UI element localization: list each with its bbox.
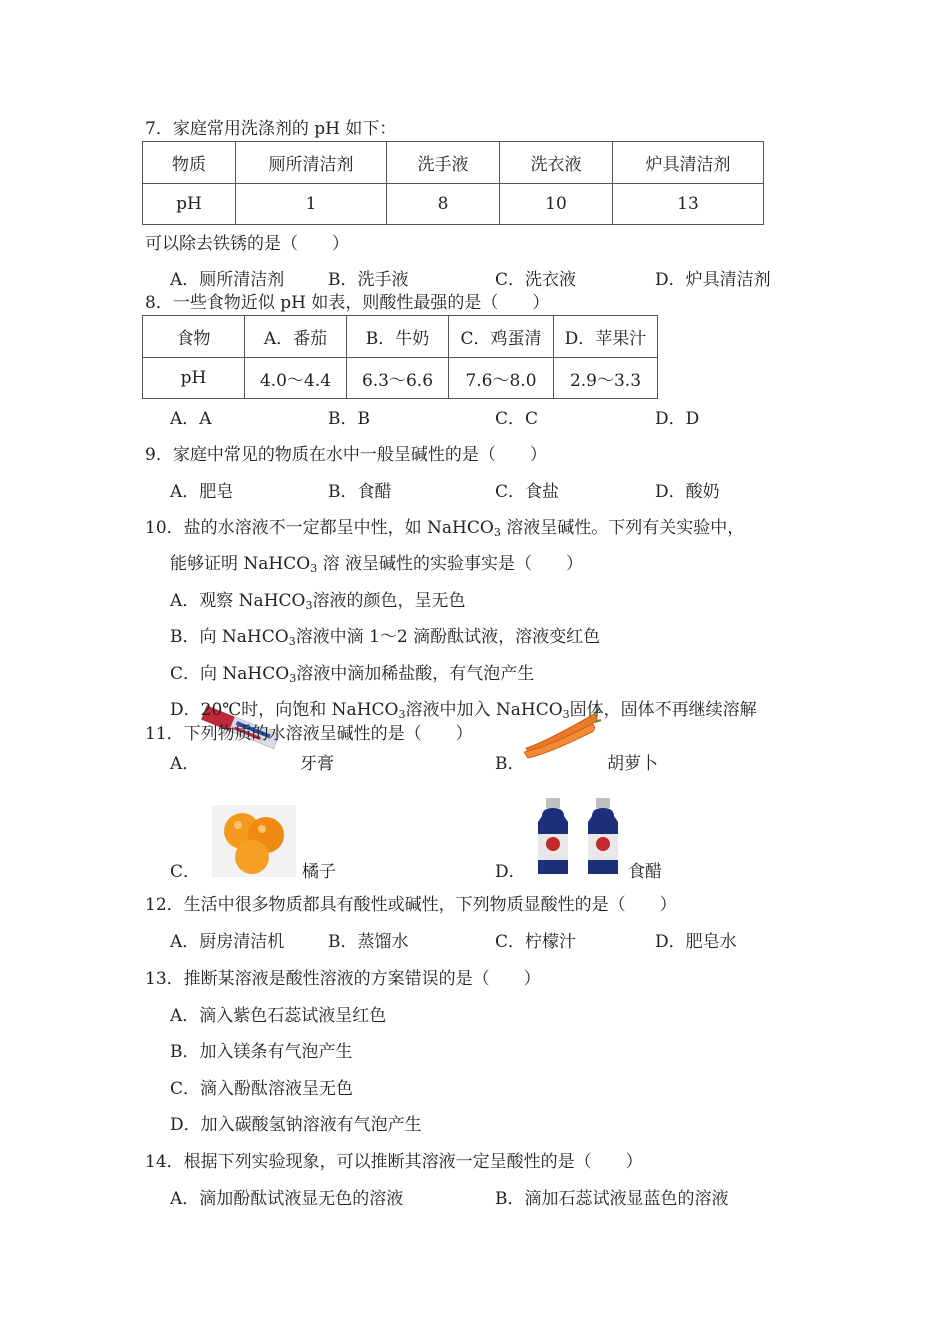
q11-stem: 11．下列物质的水溶液呈碱性的是（ ） [145,724,473,744]
q7-header-cell: 洗衣液 [500,142,613,184]
q7-cell: 13 [613,184,764,225]
q8-option-b: B．B [328,409,370,429]
q8-header-cell: 食物 [143,316,245,358]
q8-cell: 7.6～8.0 [449,358,554,399]
q10-text: A．观察 NaHCO [170,591,306,611]
q7-table [142,141,764,225]
q8-header-cell: D．苹果汁 [554,316,658,358]
q7-option-c: C．洗衣液 [495,270,577,290]
q12-option-c: C．柠檬汁 [495,932,577,952]
q8-cell: 2.9～3.3 [554,358,658,399]
q7-header-cell: 炉具清洁剂 [613,142,764,184]
q9-stem: 9．家庭中常见的物质在水中一般呈碱性的是（ ） [145,445,547,465]
q12-option-a: A．厨房清洁机 [170,932,285,952]
q9-option-c: C．食盐 [495,482,560,502]
q8-option-d: D．D [655,409,700,429]
q11-option-c-letter: C． [170,862,201,882]
q10-stem-line2 [170,553,583,580]
q8-header-cell: C．鸡蛋清 [449,316,554,358]
q9-option-d: D．酸奶 [655,482,720,502]
q9-option-a: A．肥皂 [170,482,234,502]
q10-text: B．向 NaHCO [170,627,289,647]
subscript: 3 [288,635,296,648]
q10-text: 溶液呈碱性。下列有关实验中， [506,518,745,538]
q8-option-a: A．A [170,409,212,429]
q8-cell: pH [143,358,245,399]
vinegar-bottles-image [538,792,622,878]
q10-text: C．向 NaHCO [170,664,290,684]
q9-option-b: B．食醋 [328,482,392,502]
q7-header-cell: 物质 [143,142,236,184]
q14-stem: 14．根据下列实验现象，可以推断其溶液一定呈酸性的是（ ） [145,1152,643,1172]
q11-option-b-letter: B． [495,754,525,774]
subscript: 3 [310,562,318,575]
subscript: 3 [289,672,297,685]
q7-option-d: D．炉具清洁剂 [655,270,771,290]
q10-option-d [170,699,757,726]
q11-option-d-text: 食醋 [628,862,662,882]
q10-text: 固体，固体不再继续溶解 [569,700,757,720]
q11-option-d-letter: D． [495,862,526,882]
subscript: 3 [305,599,313,612]
q8-cell: 6.3～6.6 [347,358,449,399]
q10-text: D．20℃时，向饱和 NaHCO [170,700,399,720]
q10-option-c [170,663,534,690]
subscript: 3 [493,526,501,539]
q10-option-a [170,590,465,617]
q11-option-a-text: 牙膏 [300,754,334,774]
q11-option-a-letter: A． [170,754,200,774]
q10-text: 10．盐的水溶液不一定都呈中性，如 NaHCO [145,518,494,538]
q7-cell: 1 [236,184,387,225]
q7-header-cell: 洗手液 [387,142,500,184]
q13-option-b: B．加入镁条有气泡产生 [170,1042,353,1062]
q7-question: 可以除去铁锈的是（ ） [145,234,349,254]
q8-header-cell: A．番茄 [245,316,347,358]
subscript: 3 [562,708,570,721]
q8-cell: 4.0～4.4 [245,358,347,399]
q10-text: 溶液的颜色，呈无色 [312,591,466,611]
q7-header-cell: 厕所清洁剂 [236,142,387,184]
q10-text: 溶液中滴加稀盐酸，有气泡产生 [296,664,535,684]
q13-option-a: A．滴入紫色石蕊试液呈红色 [170,1006,387,1026]
q12-option-d: D．肥皂水 [655,932,737,952]
q7-cell: 10 [500,184,613,225]
q7-stem: 7．家庭常用洗涤剂的 pH 如下： [145,119,397,139]
q8-stem: 8．一些食物近似 pH 如表，则酸性最强的是（ ） [145,293,550,313]
q10-text: 溶液中滴 1～2 滴酚酞试液，溶液变红色 [295,627,601,647]
q14-option-b: B．滴加石蕊试液显蓝色的溶液 [495,1189,729,1209]
q7-cell: pH [143,184,236,225]
q11-option-c-text: 橘子 [302,862,336,882]
q8-header-cell: B．牛奶 [347,316,449,358]
q7-option-b: B．洗手液 [328,270,409,290]
q12-option-b: B．蒸馏水 [328,932,409,952]
q10-text: 溶液中加入 NaHCO [405,700,563,720]
q10-text: 能够证明 NaHCO [170,554,311,574]
q7-cell: 8 [387,184,500,225]
q13-option-d: D．加入碳酸氢钠溶液有气泡产生 [170,1115,422,1135]
q11-option-b-text: 胡萝卜 [607,754,658,774]
q12-stem: 12．生活中很多物质都具有酸性或碱性，下列物质显酸性的是（ ） [145,895,677,915]
q8-option-c: C．C [495,409,539,429]
q13-option-c: C．滴入酚酞溶液呈无色 [170,1079,354,1099]
q10-option-b [170,626,600,653]
subscript: 3 [398,708,406,721]
q10-text: 溶 液呈碱性的实验事实是（ ） [322,554,583,574]
q8-table [142,315,658,399]
q13-stem: 13．推断某溶液是酸性溶液的方案错误的是（ ） [145,969,541,989]
q7-option-a: A．厕所清洁剂 [170,270,285,290]
q14-option-a: A．滴加酚酞试液显无色的溶液 [170,1189,404,1209]
orange-image [212,805,296,877]
q10-stem-line1 [145,517,744,544]
